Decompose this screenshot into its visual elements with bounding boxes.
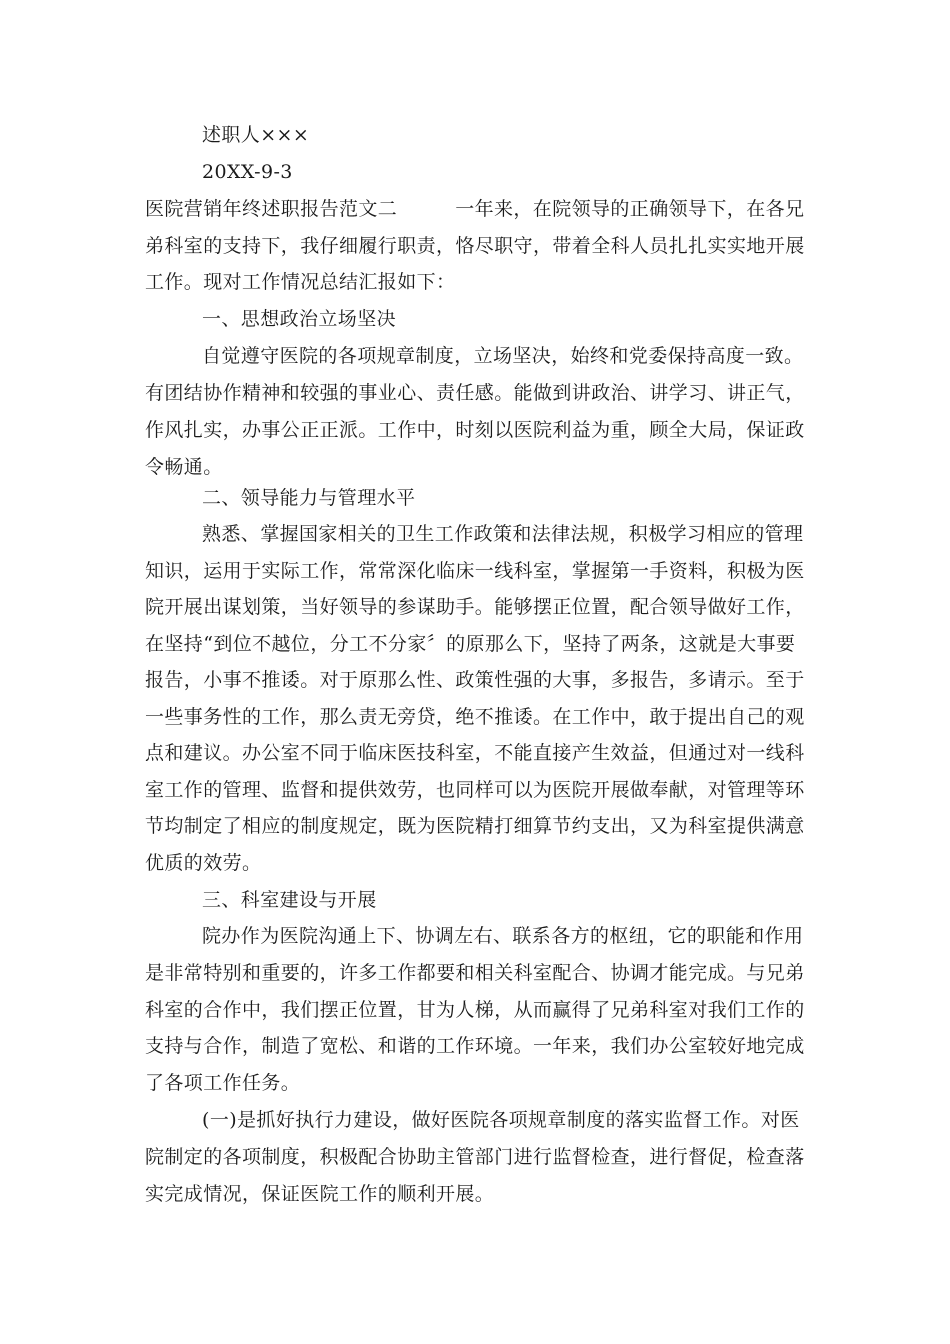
paragraph-line: 点和建议。办公室不同于临床医技科室，不能直接产生效益，但通过对一线科 bbox=[145, 742, 805, 764]
paragraph-line: 自觉遵守医院的各项规章制度，立场坚决，始终和党委保持高度一致。 bbox=[202, 345, 804, 367]
section-heading: 二、领导能力与管理水平 bbox=[202, 487, 416, 509]
intro-line: 弟科室的支持下，我仔细履行职责，恪尽职守，带着全科人员扎扎实实地开展 bbox=[145, 235, 805, 257]
document-title: 医院营销年终述职报告范文二 bbox=[145, 198, 398, 220]
paragraph-line: 熟悉、掌握国家相关的卫生工作政策和法律法规，积极学习相应的管理 bbox=[202, 523, 804, 545]
paragraph-line: 节均制定了相应的制度规定，既为医院精打细算节约支出，又为科室提供满意 bbox=[145, 815, 805, 837]
paragraph-line: 了各项工作任务。 bbox=[145, 1072, 301, 1094]
paragraph-line: 作风扎实，办事公正正派。工作中，时刻以医院利益为重，顾全大局，保证政 bbox=[145, 419, 805, 441]
paragraph-line: 令畅通。 bbox=[145, 456, 223, 478]
paragraph-line: 支持与合作，制造了宽松、和谐的工作环境。一年来，我们办公室较好地完成 bbox=[145, 1035, 805, 1057]
paragraph-line: 是非常特别和重要的，许多工作都要和相关科室配合、协调才能完成。与兄弟 bbox=[145, 962, 805, 984]
section-heading: 一、思想政治立场坚决 bbox=[202, 308, 397, 330]
intro-line: 工作。现对工作情况总结汇报如下： bbox=[145, 271, 456, 293]
paragraph-line: 优质的效劳。 bbox=[145, 852, 262, 874]
paragraph-line: 院制定的各项制度，积极配合协助主管部门进行监督检查，进行督促，检查落 bbox=[145, 1146, 805, 1168]
paragraph-line: 院办作为医院沟通上下、协调左右、联系各方的枢纽，它的职能和作用 bbox=[202, 925, 804, 947]
paragraph-line: 室工作的管理、监督和提供效劳，也同样可以为医院开展做奉献，对管理等环 bbox=[145, 779, 805, 801]
section-heading: 三、科室建设与开展 bbox=[202, 889, 377, 911]
paragraph-line: 在坚持“到位不越位，分工不分家〞的原那么下，坚持了两条，这就是大事要 bbox=[145, 633, 796, 655]
paragraph-line: 实完成情况，保证医院工作的顺利开展。 bbox=[145, 1183, 495, 1205]
intro-line: 一年来，在院领导的正确领导下，在各兄 bbox=[455, 198, 805, 220]
paragraph-line: 院开展出谋划策，当好领导的参谋助手。能够摆正位置，配合领导做好工作， bbox=[145, 596, 805, 618]
signature-name: 述职人××× bbox=[202, 124, 310, 146]
paragraph-line: 科室的合作中，我们摆正位置，甘为人梯，从而赢得了兄弟科室对我们工作的 bbox=[145, 999, 805, 1021]
signature-date: 20XX-9-3 bbox=[202, 161, 293, 183]
paragraph-line: 报告，小事不推诿。对于原那么性、政策性强的大事，多报告，多请示。至于 bbox=[145, 669, 805, 691]
paragraph-line: 一些事务性的工作，那么责无旁贷，绝不推诿。在工作中，敢于提出自己的观 bbox=[145, 706, 805, 728]
title-and-intro-line bbox=[145, 195, 805, 223]
paragraph-line: 知识，运用于实际工作，常常深化临床一线科室，掌握第一手资料，积极为医 bbox=[145, 560, 805, 582]
subsection-line: (一)是抓好执行力建设，做好医院各项规章制度的落实监督工作。对医 bbox=[202, 1109, 800, 1131]
paragraph-line: 有团结协作精神和较强的事业心、责任感。能做到讲政治、讲学习、讲正气， bbox=[145, 382, 805, 404]
